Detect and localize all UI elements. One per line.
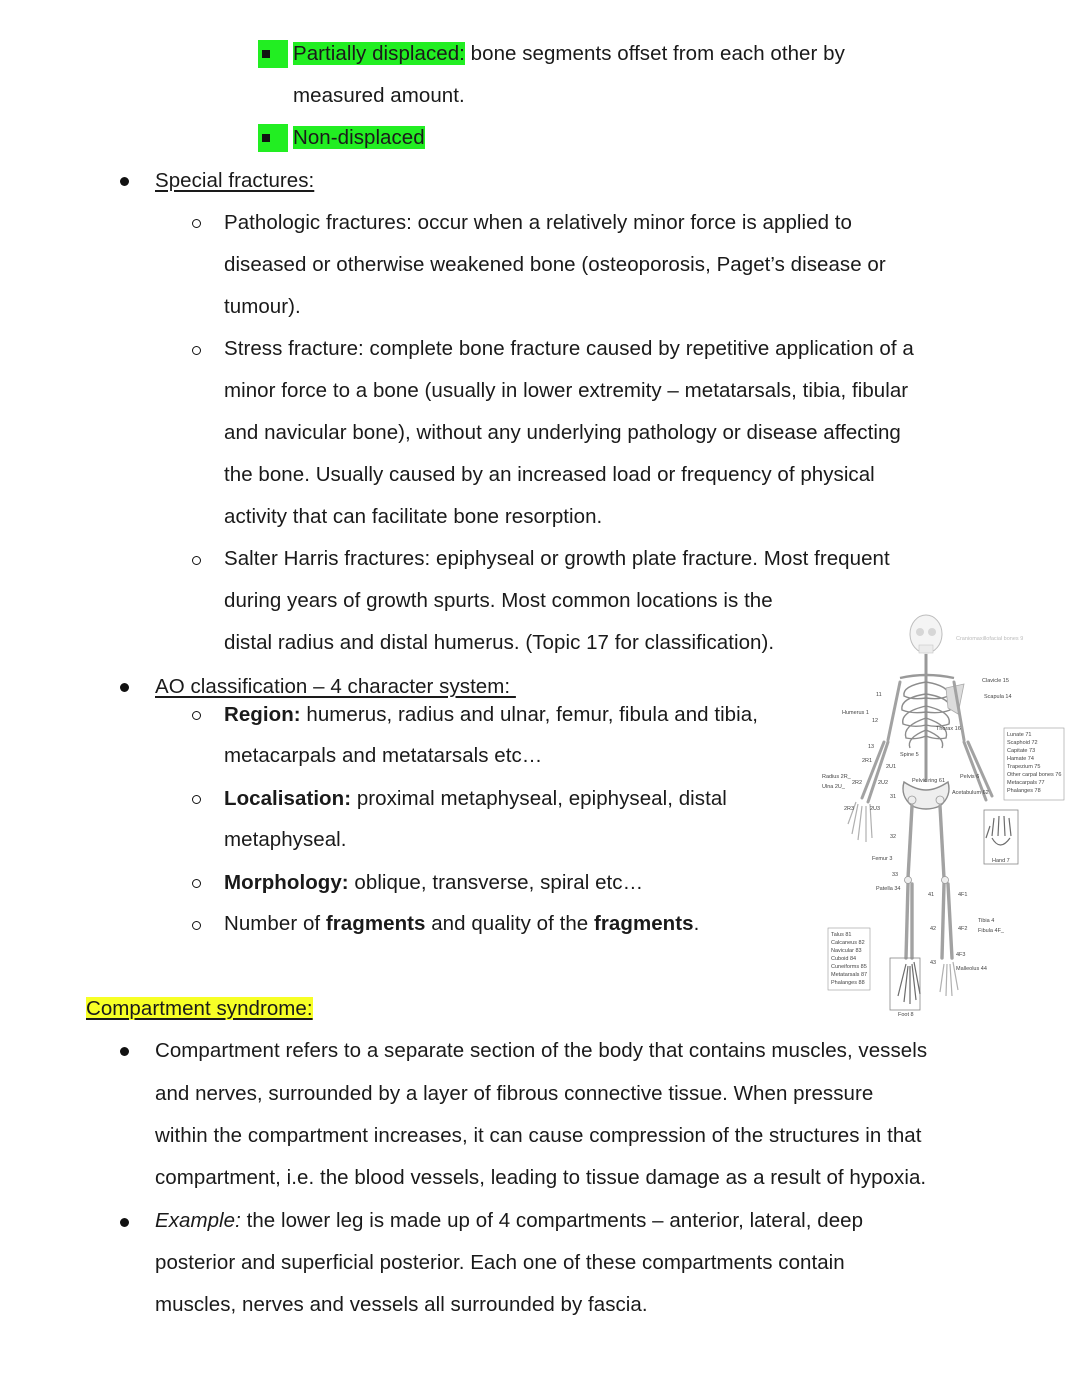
label-ulna: Ulna 2U_ bbox=[822, 784, 845, 790]
ao-region-line-2: metacarpals and metatarsals etc… bbox=[224, 744, 543, 767]
circle-bullet-icon bbox=[192, 879, 201, 888]
hand-list bbox=[1007, 732, 1061, 794]
label-2u1: 2U1 bbox=[886, 764, 897, 770]
example-line-2: posterior and superficial posterior. Each one of these compartments contain bbox=[155, 1251, 845, 1274]
label-pelvic-ring: Pelvic ring 61 bbox=[912, 778, 946, 784]
circle-bullet-icon bbox=[192, 346, 201, 355]
ao-fragments-bold-1: fragments bbox=[325, 912, 426, 935]
example-line-3: muscles, nerves and vessels all surrounded by fascia. bbox=[155, 1293, 648, 1316]
ao-localisation-line-2: metaphyseal. bbox=[224, 828, 347, 851]
label-13: 13 bbox=[868, 744, 875, 750]
bullet-icon bbox=[120, 683, 129, 692]
label-foot: Foot 8 bbox=[898, 1012, 914, 1018]
ao-morphology-line bbox=[224, 869, 643, 897]
label-41: 41 bbox=[928, 892, 935, 898]
stress-line-1: Stress fracture: complete bone fracture caused by repetitive application of a bbox=[224, 337, 914, 360]
label-hand: Hand 7 bbox=[992, 858, 1010, 864]
partially-displaced-line bbox=[293, 40, 845, 68]
label-12: 12 bbox=[872, 718, 879, 724]
label-33: 33 bbox=[892, 872, 899, 878]
pathologic-line-1: Pathologic fractures: occur when a relatively minor force is applied to bbox=[224, 211, 852, 234]
hand-list-item: Lunate 71 bbox=[1007, 732, 1032, 738]
label-2u3: 2U3 bbox=[870, 806, 881, 812]
compartment-heading-line bbox=[86, 995, 313, 1023]
hand-list-item: Other carpal bones 76 bbox=[1007, 772, 1062, 778]
ao-morphology-text: oblique, transverse, spiral etc… bbox=[348, 871, 644, 894]
label-scapula: Scapula 14 bbox=[984, 694, 1012, 700]
stress-line-2: minor force to a bone (usually in lower extremity – metatarsals, tibia, fibular bbox=[224, 379, 909, 402]
label-pelvis: Pelvis 6 bbox=[960, 774, 980, 780]
foot-list-item: Calcaneus 82 bbox=[831, 940, 865, 946]
foot-list-item: Cuneiforms 85 bbox=[831, 964, 867, 970]
label-tibia: Tibia 4 bbox=[978, 918, 995, 924]
foot-list-item: Metatarsals 87 bbox=[831, 972, 868, 978]
circle-bullet-icon bbox=[192, 219, 201, 228]
ao-morphology-label: Morphology: bbox=[224, 871, 349, 894]
partially-displaced-text: bone segments offset from each other by bbox=[464, 42, 845, 65]
foot-list-item: Phalanges 88 bbox=[831, 980, 865, 986]
circle-bullet-icon bbox=[192, 921, 201, 930]
foot-list-item: Navicular 83 bbox=[831, 948, 862, 954]
label-2r2: 2R2 bbox=[852, 780, 863, 786]
circle-bullet-icon bbox=[192, 556, 201, 565]
skeleton-figure bbox=[808, 612, 1068, 1022]
label-radius: Radius 2R_ bbox=[822, 774, 851, 780]
ao-localisation-label: Localisation: bbox=[224, 787, 352, 810]
partially-displaced-label: Partially displaced: bbox=[293, 42, 465, 65]
hand-list-item: Phalanges 78 bbox=[1007, 788, 1041, 794]
label-2u2: 2U2 bbox=[878, 780, 889, 786]
label-4f1: 4F1 bbox=[958, 892, 968, 898]
pelvis-shape bbox=[903, 782, 949, 809]
bullet-icon bbox=[120, 1047, 129, 1056]
partially-displaced-line-2: measured amount. bbox=[293, 84, 465, 107]
circle-bullet-icon bbox=[192, 795, 201, 804]
label-malleolus: Malleolus 44 bbox=[956, 966, 987, 972]
non-displaced-line bbox=[293, 124, 425, 152]
label-31: 31 bbox=[890, 794, 897, 800]
non-displaced-label: Non-displaced bbox=[293, 126, 425, 149]
stress-line-4: the bone. Usually caused by an increased load or frequency of physical bbox=[224, 463, 875, 486]
label-42: 42 bbox=[930, 926, 937, 932]
label-humerus: Humerus 1 bbox=[842, 710, 869, 716]
salter-line-3: distal radius and distal humerus. (Topic 17 for classification). bbox=[224, 631, 775, 654]
label-4f3: 4F3 bbox=[956, 952, 966, 958]
pathologic-line-2: diseased or otherwise weakened bone (osteoporosis, Paget’s disease or bbox=[224, 253, 886, 276]
label-clavicle: Clavicle 15 bbox=[982, 678, 1009, 684]
label-32: 32 bbox=[890, 834, 897, 840]
circle-bullet-icon bbox=[192, 711, 201, 720]
label-4f2: 4F2 bbox=[958, 926, 968, 932]
hand-list-item: Metacarpals 77 bbox=[1007, 780, 1045, 786]
stress-line-3: and navicular bone), without any underlying pathology or disease affecting bbox=[224, 421, 901, 444]
stress-line-5: activity that can facilitate bone resorption. bbox=[224, 505, 603, 528]
ao-fragments-pre: Number of bbox=[224, 912, 326, 935]
foot-list bbox=[831, 932, 867, 986]
label-fibula: Fibula 4F_ bbox=[978, 928, 1004, 934]
foot-list-item: Talus 81 bbox=[831, 932, 852, 938]
compartment-line-4: compartment, i.e. the blood vessels, leading to tissue damage as a result of hypoxia. bbox=[155, 1166, 927, 1189]
ao-region-label: Region: bbox=[224, 703, 301, 726]
example-line-1 bbox=[155, 1207, 863, 1235]
label-thorax: Thorax 16 bbox=[936, 726, 961, 732]
hand-list-item: Trapezium 75 bbox=[1007, 764, 1041, 770]
ao-fragments-mid: and quality of the bbox=[425, 912, 595, 935]
ao-fragments-post: . bbox=[693, 912, 700, 935]
square-bullet-icon bbox=[262, 134, 270, 142]
salter-line-1: Salter Harris fractures: epiphyseal or growth plate fracture. Most frequent bbox=[224, 547, 890, 570]
label-11: 11 bbox=[876, 692, 882, 698]
ao-region-text: humerus, radius and ulnar, femur, fibula and tibia, bbox=[300, 703, 758, 726]
pathologic-line-3: tumour). bbox=[224, 295, 301, 318]
label-patella: Patella 34 bbox=[876, 886, 901, 892]
label-2r3: 2R3 bbox=[844, 806, 855, 812]
example-text: the lower leg is made up of 4 compartments – anterior, lateral, deep bbox=[240, 1209, 864, 1232]
label-craniomax: Craniomaxillofacial bones 9 bbox=[956, 636, 1024, 642]
compartment-line-2: and nerves, surrounded by a layer of fibrous connective tissue. When pressure bbox=[155, 1082, 874, 1105]
compartment-line-3: within the compartment increases, it can cause compression of the structures in that bbox=[155, 1124, 922, 1147]
ao-region-line bbox=[224, 701, 758, 729]
ao-localisation-text: proximal metaphyseal, epiphyseal, distal bbox=[351, 787, 727, 810]
salter-line-2: during years of growth spurts. Most common locations is the bbox=[224, 589, 773, 612]
compartment-line-1: Compartment refers to a separate section of the body that contains muscles, vessels bbox=[155, 1039, 928, 1062]
special-fractures-heading: Special fractures: bbox=[155, 169, 315, 192]
hand-list-item: Hamate 74 bbox=[1007, 756, 1034, 762]
hand-box bbox=[984, 810, 1018, 864]
foot-list-item: Cuboid 84 bbox=[831, 956, 857, 962]
label-acetabulum: Acetabulum 62 bbox=[952, 790, 989, 796]
ao-fragments-line bbox=[224, 910, 699, 938]
hand-list-item: Capitate 73 bbox=[1007, 748, 1036, 754]
label-spine: Spine 5 bbox=[900, 752, 919, 758]
ao-heading: AO classification – 4 character system: bbox=[155, 675, 516, 698]
compartment-heading: Compartment syndrome: bbox=[86, 997, 313, 1020]
bullet-icon bbox=[120, 1218, 129, 1227]
label-43: 43 bbox=[930, 960, 937, 966]
ao-fragments-bold-2: fragments bbox=[594, 912, 694, 935]
ao-localisation-line bbox=[224, 785, 727, 813]
label-2r1: 2R1 bbox=[862, 758, 873, 764]
example-label: Example: bbox=[155, 1209, 241, 1232]
square-bullet-icon bbox=[262, 50, 270, 58]
label-femur: Femur 3 bbox=[872, 856, 893, 862]
bullet-icon bbox=[120, 177, 129, 186]
hand-list-item: Scaphoid 72 bbox=[1007, 740, 1038, 746]
